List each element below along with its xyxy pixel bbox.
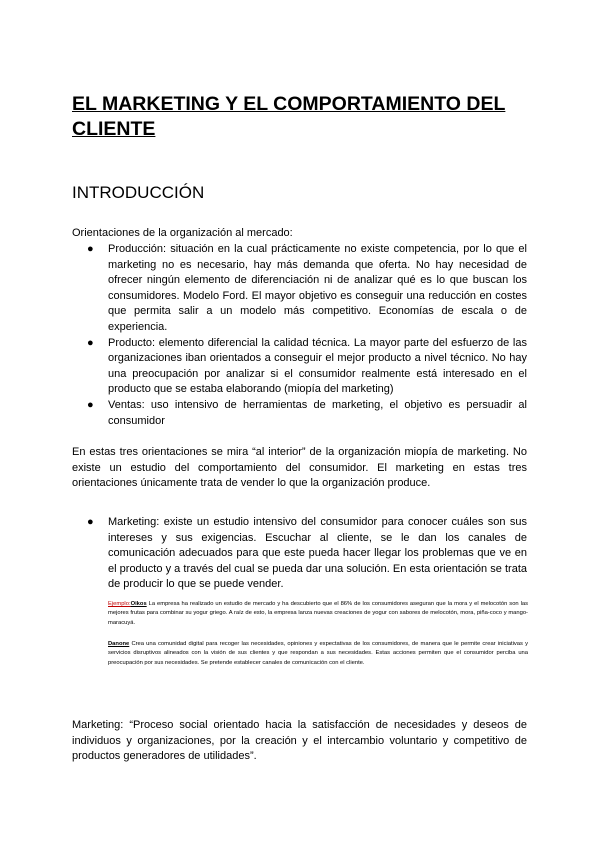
list-item-text: Marketing: existe un estudio intensivo del consumidor para conocer cuáles son sus intereses y sus exigencias. Escuchar al cliente, se le dan los canales de comunicación adecuados para que este pueda hacer llegar los problemas que ve en el producto y a través del cual se pueda dar una solución. En esta orientación se trata de producir lo que se puede vender. bbox=[108, 516, 527, 591]
list-item-text: Producción: situación en la cual prácticamente no existe competencia, por lo que el marketing no es necesario, hay más demanda que oferta. No hay necesidad de ofrecer ningún elemento de diferenciación ni de analizar qué es lo que buscan los consumidores. Modelo Ford. El mayor objetivo es conseguir una reducción en costes que permita salir a un modelo más competitivo. Economías de escala o de experiencia. bbox=[108, 243, 527, 333]
paragraph-orientations: En estas tres orientaciones se mira “al interior” de la organización miopía de marketing. No existe un estudio del comportamiento del consumidor. El marketing en estas tres orientaciones únicamente trata de vender lo que la organización produce. bbox=[72, 446, 527, 490]
example-text: La empresa ha realizado un estudio de mercado y ha descubierto que el 86% de los consumidores aseguran que la mora y el melocotón son las mejores frutas para combinar su yogur griego. A raíz de esto, la empresa lanza nuevas creaciones de yogur con sabores de melocotón, mora, piña-coco y mango-maracuyá. bbox=[108, 601, 528, 626]
orientations-list bbox=[72, 242, 527, 429]
list-item: ● Ventas: uso intensivo de herramientas de marketing, el objetivo es persuadir al consumidor bbox=[87, 398, 527, 427]
section-heading: INTRODUCCIÓN bbox=[72, 183, 205, 202]
example-danone bbox=[108, 640, 528, 668]
list-item-text: Ventas: uso intensivo de herramientas de marketing, el objetivo es persuadir al consumidor bbox=[108, 398, 527, 427]
example-brand: Danone bbox=[108, 641, 130, 647]
marketing-definition: Marketing: “Proceso social orientado hacia la satisfacción de necesidades y deseos de individuos y organizaciones, por la creación y el intercambio voluntario y competitivo de productos generadores de utilidades”. bbox=[72, 719, 527, 763]
intro-text: Orientaciones de la organización al mercado: bbox=[72, 227, 293, 239]
marketing-list bbox=[72, 515, 527, 593]
example-text: Crea una comunidad digital para recoger las necesidades, opiniones y expectativas de los consumidores, de manera que le permite crear iniciativas y servicios disruptivos alineados con la visión de sus clientes y que respondan a sus necesidades. Estas acciones permiten que el consumidor perciba una preocupación por sus necesidades. Se pretende establecer canales de comunicación con el cliente. bbox=[108, 641, 528, 666]
list-item: ● Producción: situación en la cual prácticamente no existe competencia, por lo que el marketing no es necesario, hay más demanda que oferta. No hay necesidad de ofrecer ningún elemento de diferenciación ni de analizar qué es lo que buscan los consumidores. Modelo Ford. El mayor objetivo es conseguir una reducción en costes que permita salir a un modelo más competitivo. Economías de escala o de experiencia. bbox=[87, 243, 527, 333]
example-oikos bbox=[108, 600, 528, 628]
example-label: Ejemplo: bbox=[108, 601, 131, 607]
list-item-text: Producto: elemento diferencial la calidad técnica. La mayor parte del esfuerzo de las organizaciones iban orientados a conseguir el mejor producto a nivel técnico. No hay una preocupación por analizar si el consumidor realmente está interesado en el producto que se estaba elaborando (miopía del marketing) bbox=[108, 336, 527, 396]
example-brand: Oikos bbox=[130, 601, 147, 607]
list-item: ● Producto: elemento diferencial la calidad técnica. La mayor parte del esfuerzo de las organizaciones iban orientados a conseguir el mejor producto a nivel técnico. No hay una preocupación por analizar si el consumidor realmente está interesado en el producto que se estaba elaborando (miopía del marketing) bbox=[87, 336, 527, 396]
document-title: EL MARKETING Y EL COMPORTAMIENTO DEL CLIENTE bbox=[72, 93, 506, 140]
list-item: ● Marketing: existe un estudio intensivo del consumidor para conocer cuáles son sus intereses y sus exigencias. Escuchar al cliente, se le dan los canales de comunicación adecuados para que este pueda hacer llegar los problemas que ve en el producto y a través del cual se pueda dar una solución. En esta orientación se trata de producir lo que se puede vender. bbox=[87, 516, 527, 591]
